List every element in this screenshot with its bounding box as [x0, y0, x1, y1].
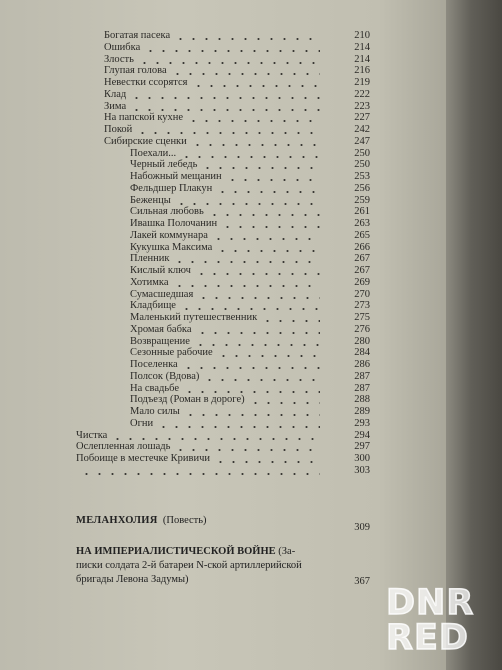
toc-entry-title: Мало силы [130, 406, 180, 417]
toc-entry-page: 289 [354, 406, 370, 417]
toc-entry-page: 227 [354, 112, 370, 124]
toc-entry-page: 303 [354, 464, 370, 476]
toc-entry-page: 267 [354, 265, 370, 276]
toc-entry-page: 265 [354, 229, 370, 241]
toc-entry-page: 300 [354, 453, 370, 464]
toc-entry-title: Покой [104, 124, 133, 135]
toc-entry-page: 297 [354, 441, 370, 453]
toc-entry-title: Клад [104, 88, 127, 100]
toc-entry-page: 259 [354, 194, 370, 206]
toc-entry-page: 266 [354, 241, 370, 253]
toc-entry-title: Сибирские сценки [104, 135, 187, 147]
toc-entry-page: 250 [354, 147, 370, 159]
toc-entry-title: Полсок (Вдова) [130, 370, 200, 382]
toc-entry-title: Глупая голова [104, 65, 167, 77]
toc-entry-page: 293 [354, 417, 370, 429]
toc-entry-title: Огни [130, 417, 154, 429]
toc-entry-title: Маленький путешественник [130, 312, 258, 323]
section-melancholy [76, 514, 207, 527]
toc-entry-title: Кладбище [130, 300, 176, 312]
toc-entry-title: Поселенка [130, 359, 178, 370]
watermark-line2: RED [386, 618, 469, 658]
section-war-line3: бригады Левона Задумы) [76, 574, 189, 585]
section-melancholy-page: 309 [354, 522, 370, 533]
toc-entry-title: Ослепленная лошадь [76, 441, 171, 453]
toc-entry-page: 222 [354, 88, 370, 100]
toc-entry-title: Хромая бабка [130, 323, 192, 335]
section-war-page: 367 [354, 576, 370, 587]
toc-entry [76, 464, 320, 477]
toc-entry-page: 223 [354, 100, 370, 112]
toc-entry-page: 214 [354, 41, 370, 53]
toc-entry-page: 287 [354, 382, 370, 394]
toc-entry-page: 288 [354, 394, 370, 406]
section-melancholy-subtitle: (Повесть) [162, 515, 207, 526]
watermark-line1: DNR [386, 583, 475, 623]
toc-entry-title: Кукушка Максима [130, 241, 213, 253]
toc-entry-title: Сезонные рабочие [130, 347, 213, 359]
toc-entry-page: 216 [354, 65, 370, 77]
toc-entry-page: 210 [354, 30, 370, 41]
section-war-line2: писки солдата 2-й батареи N-ской артиллерийской [76, 560, 302, 571]
toc-entry-title: Черный лебедь [130, 159, 198, 171]
toc-entry-page: 287 [354, 370, 370, 382]
toc-entry-page: 275 [354, 312, 370, 323]
toc-entry-title: Фельдшер Плакун [130, 182, 213, 194]
toc-entry-page: 253 [354, 171, 370, 182]
toc-entry-page: 269 [354, 276, 370, 288]
toc-entry-page: 267 [354, 253, 370, 265]
toc-entry-title: Ошибка [104, 41, 141, 53]
toc-entry-page: 261 [354, 206, 370, 218]
toc-entry-title: Беженцы [130, 194, 171, 206]
toc-entry-title: Чистка [76, 429, 108, 441]
toc-entry-title: Пленник [130, 253, 170, 265]
section-war-title: НА ИМПЕРИАЛИСТИЧЕСКОЙ ВОЙНЕ [76, 546, 276, 557]
toc-entry-page: 276 [354, 323, 370, 335]
toc-entry-page: 270 [354, 288, 370, 300]
toc-entry-title: Зима [104, 100, 127, 112]
toc-entry-page: 280 [354, 335, 370, 347]
toc-entry-page: 256 [354, 182, 370, 194]
toc-entry-title: Сумасшедшая [130, 288, 194, 300]
watermark-logo [386, 583, 496, 658]
section-melancholy-title: МЕЛАНХОЛИЯ [76, 515, 158, 526]
toc-entry-title: Ивашка Полочанин [130, 218, 218, 229]
toc-entry-page: 250 [354, 159, 370, 171]
toc-entry-page: 242 [354, 124, 370, 135]
toc-entry-title: На папской кухне [104, 112, 184, 124]
toc-entry-title: Побоище в местечке Кривичи [76, 453, 210, 464]
toc-entry-title: Злость [104, 53, 134, 65]
toc-entry-page: 263 [354, 218, 370, 229]
toc-entry-page: 294 [354, 429, 370, 441]
toc-entry-title: Возвращение [130, 335, 190, 347]
toc-leader-dots [80, 464, 320, 477]
toc-entry-title: Кислый ключ [130, 265, 191, 276]
book-gutter [446, 0, 502, 670]
toc-entry-page: 284 [354, 347, 370, 359]
toc-entry-title: Сильная любовь [130, 206, 204, 218]
toc-entry-title: Лакей коммунара [130, 229, 208, 241]
toc-entry-title: На свадьбе [130, 382, 180, 394]
toc-entry-title: Набожный мещанин [130, 171, 222, 182]
toc-entry-page: 214 [354, 53, 370, 65]
toc-entry-title: Хотимка [130, 276, 169, 288]
toc-entry-page: 219 [354, 77, 370, 88]
toc-entry-title: Богатая пасека [104, 30, 171, 41]
section-war-line1-rest: (За- [278, 546, 296, 557]
toc-entry-page: 273 [354, 300, 370, 312]
section-war-line1 [76, 545, 295, 559]
toc-entry-page: 247 [354, 135, 370, 147]
toc-entry-page: 286 [354, 359, 370, 370]
toc-entry-title: Поехали... [130, 147, 177, 159]
toc-entry-title: Невестки ссорятся [104, 77, 188, 88]
toc-entry-title: Подъезд (Роман в дороге) [130, 394, 245, 406]
